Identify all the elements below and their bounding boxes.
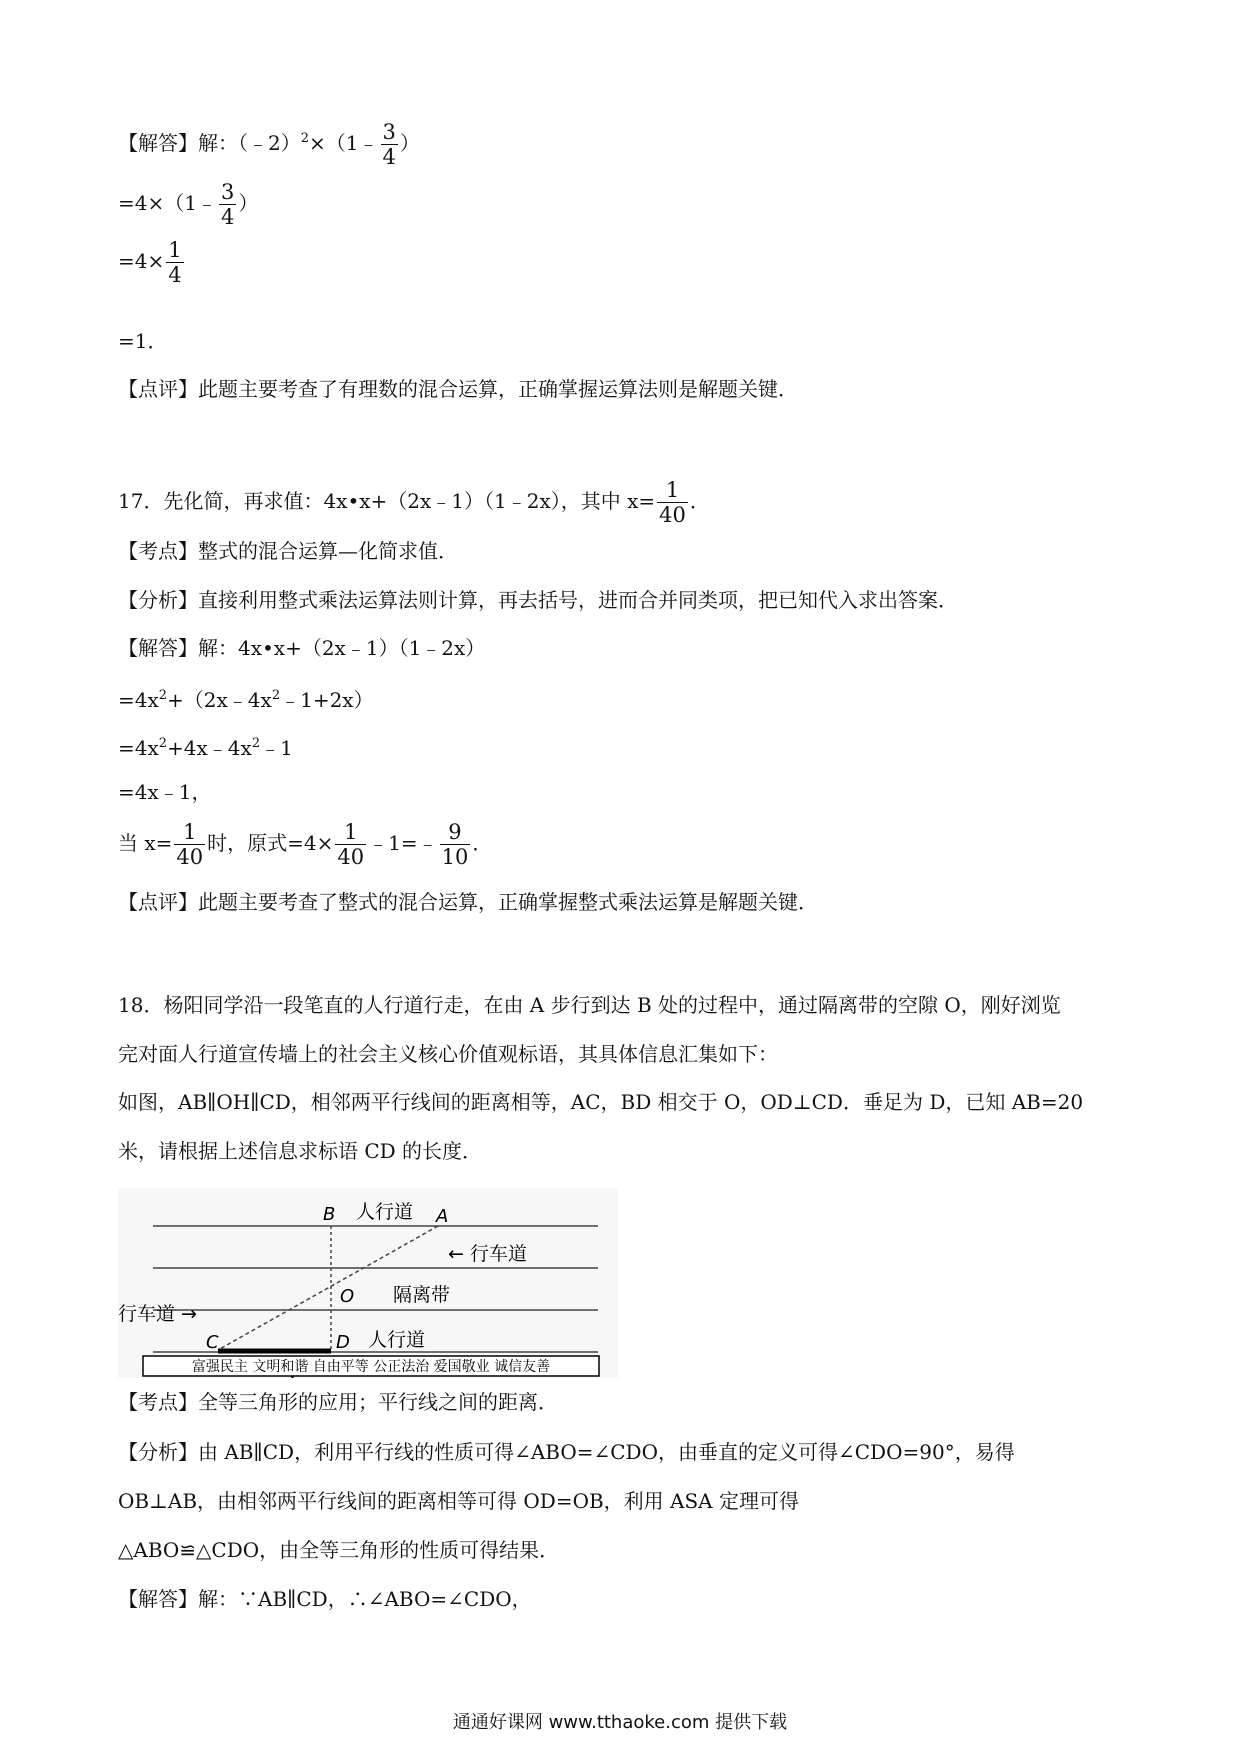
q17-kaodian: 【考点】整式的混合运算—化简求值．: [118, 539, 458, 563]
q17-stem: 17．先化简，再求值：4x•x+（2x﹣1）（1﹣2x），其中 x= $\frac{1}{40}$ ．: [118, 478, 710, 527]
q17-jieda: 【解答】解：4x•x+（2x﹣1）（1﹣2x）: [118, 636, 486, 660]
q18-stem-line2: 完对面人行道宣传墙上的社会主义核心价值观标语，其具体信息汇集如下：: [118, 1042, 778, 1066]
label-C: C: [206, 1332, 219, 1353]
label-lane-left: 行车道 →: [118, 1303, 197, 1325]
fraction: $\frac{1}{40}$: [337, 820, 365, 869]
q17-step1: $=4x^2+(2x﹣4x^2﹣1+2x)$: [118, 688, 374, 712]
q18-fenxi-line3: △ABO≌△CDO，由全等三角形的性质可得结果．: [118, 1538, 560, 1562]
s16-line1: 【解答】解：（﹣2）$^2$×（1﹣ $\frac{3}{4}$ ）: [118, 120, 420, 169]
label-sidewalk-bottom: 人行道: [368, 1329, 426, 1351]
fraction: $\frac{3}{4}$: [382, 120, 396, 169]
s16-line3: =4× $\frac{1}{4}$: [118, 238, 182, 287]
q17-step3: =4x﹣1，: [118, 780, 212, 804]
fraction: $\frac{3}{4}$: [220, 180, 235, 229]
fraction: $\frac{1}{40}$: [659, 478, 686, 527]
page-footer: 通通好课网 www.tthaoke.com 提供下载: [452, 1712, 788, 1733]
banner-text: 富强民主 文明和谐 自由平等 公正法治 爱国敬业 诚信友善: [191, 1359, 551, 1375]
q17-fenxi: 【分析】直接利用整式乘法运算法则计算，再去括号，进而合并同类项，把已知代入求出答案．: [118, 588, 958, 612]
fraction: $\frac{1}{40}$: [176, 820, 204, 869]
q18-kaodian: 【考点】全等三角形的应用；平行线之间的距离．: [118, 1390, 558, 1414]
q17-evaluate: 当 x= $\frac{1}{40}$ 时，原式=4× $\frac{1}{40}$ ﹣1=﹣ $\frac{9}{10}$ ．: [118, 820, 493, 869]
s16-line2: =4×（1﹣ $\frac{3}{4}$ ）: [118, 180, 259, 229]
q18-fenxi-line1: 【分析】由 AB∥CD，利用平行线的性质可得∠ABO=∠CDO，由垂直的定义可得∠CDO=90°，易得: [118, 1440, 1015, 1464]
label-sidewalk-top: 人行道: [356, 1201, 414, 1223]
label-O: O: [340, 1286, 355, 1307]
q18-stem-line1: 18．杨阳同学沿一段笔直的人行道行走，在由 A 步行到达 B 处的过程中，通过隔离带的空隙 O，刚好浏览: [118, 993, 1061, 1017]
q17-step2: $=4x^2+4x﹣4x^2﹣1$: [118, 736, 293, 760]
s16-line4: =1．: [118, 329, 168, 353]
q18-fenxi-line2: OB⊥AB，由相邻两平行线间的距离相等可得 OD=OB，利用 ASA 定理可得: [118, 1489, 799, 1513]
label-A: A: [436, 1206, 449, 1227]
q18-jieda: 【解答】解：∵AB∥CD，∴∠ABO=∠CDO，: [118, 1587, 532, 1611]
road-diagram: [118, 1188, 618, 1378]
q18-stem-line3: 如图，AB∥OH∥CD，相邻两平行线间的距离相等，AC，BD 相交于 O，OD⊥CD．垂足为 D，已知 AB=20: [118, 1090, 1084, 1114]
label-median: 隔离带: [393, 1284, 451, 1306]
s16-comment: 【点评】此题主要考查了有理数的混合运算，正确掌握运算法则是解题关键．: [118, 377, 798, 401]
label-D: D: [336, 1332, 350, 1353]
fraction: $\frac{1}{4}$: [168, 238, 182, 287]
label-lane-right: ← 行车道: [448, 1243, 527, 1265]
q18-stem-line4: 米，请根据上述信息求标语 CD 的长度．: [118, 1139, 483, 1163]
fraction: $\frac{9}{10}$: [441, 820, 469, 869]
label-B: B: [323, 1204, 336, 1225]
q17-comment: 【点评】此题主要考查了整式的混合运算，正确掌握整式乘法运算是解题关键．: [118, 890, 818, 914]
